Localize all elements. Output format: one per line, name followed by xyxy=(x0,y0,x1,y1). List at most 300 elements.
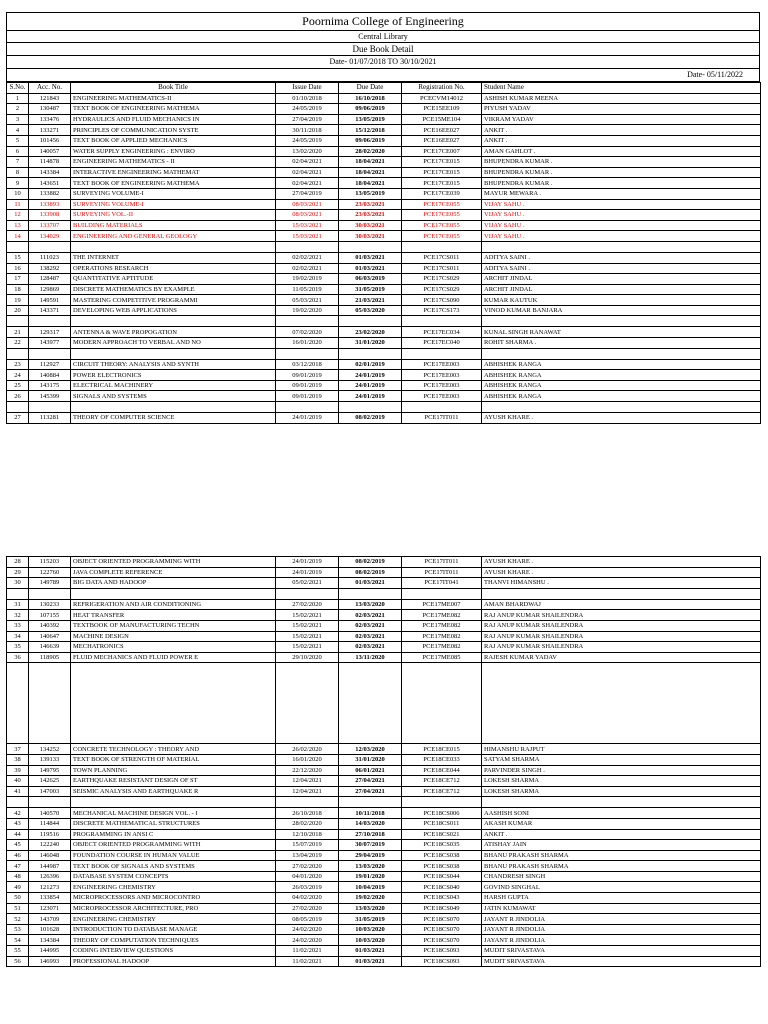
cell-acc-no: 129317 xyxy=(29,327,71,338)
table-row xyxy=(7,588,761,599)
cell-student-name: CHANDRESH SINGH xyxy=(482,871,761,882)
cell-due-date: 06/01/2021 xyxy=(339,765,402,776)
table-row xyxy=(7,359,761,370)
cell-book-title: SIGNALS AND SYSTEMS xyxy=(71,391,276,402)
cell-issue-date: 24/05/2019 xyxy=(276,135,339,146)
cell-student-name: ADITYA SAINI . xyxy=(482,252,761,263)
cell-registration-no: PCE18CE712 xyxy=(402,776,482,787)
cell-acc-no: 143371 xyxy=(29,305,71,316)
cell-sno: 37 xyxy=(7,744,29,755)
cell-sno: 14 xyxy=(7,231,29,242)
cell-sno: 11 xyxy=(7,199,29,210)
cell-book-title: MECHANICAL MACHINE DESIGN VOL. - I xyxy=(71,808,276,819)
cell-issue-date: 15/03/2021 xyxy=(276,231,339,242)
cell-acc-no: 129869 xyxy=(29,284,71,295)
cell-acc-no: 133893 xyxy=(29,199,71,210)
cell-sno xyxy=(7,663,29,744)
cell-sno: 41 xyxy=(7,786,29,797)
cell-due-date: 09/06/2019 xyxy=(339,135,402,146)
table-row xyxy=(7,210,761,221)
cell-registration-no: PCE17EC034 xyxy=(402,327,482,338)
cell-acc-no: 143709 xyxy=(29,914,71,925)
table-row xyxy=(7,850,761,861)
cell-student-name: ASHISH KUMAR MEENA xyxy=(482,93,761,104)
cell-student-name: JAYANT R JINDOLIA xyxy=(482,924,761,935)
cell-issue-date: 01/10/2018 xyxy=(276,93,339,104)
table-row xyxy=(7,327,761,338)
cell-issue-date: 30/11/2018 xyxy=(276,125,339,136)
table-row xyxy=(7,402,761,413)
cell-acc-no: 113281 xyxy=(29,413,71,424)
cell-issue-date: 04/02/2020 xyxy=(276,893,339,904)
cell-acc-no: 122760 xyxy=(29,567,71,578)
cell-student-name: ATISHAY JAIN xyxy=(482,840,761,851)
cell-registration-no: PCE17EE003 xyxy=(402,391,482,402)
cell-due-date: 13/05/2019 xyxy=(339,188,402,199)
cell-acc-no xyxy=(29,348,71,359)
cell-sno: 30 xyxy=(7,578,29,589)
cell-sno: 43 xyxy=(7,818,29,829)
cell-book-title: SURVEYING VOLUME-I xyxy=(71,188,276,199)
cell-sno: 49 xyxy=(7,882,29,893)
cell-book-title: FOUNDATION COURSE IN HUMAN VALUE xyxy=(71,850,276,861)
cell-acc-no: 121273 xyxy=(29,882,71,893)
cell-book-title: PROGRAMMING IN ANSI C xyxy=(71,829,276,840)
cell-sno: 21 xyxy=(7,327,29,338)
cell-sno: 47 xyxy=(7,861,29,872)
cell-acc-no: 144995 xyxy=(29,946,71,957)
cell-due-date: 08/02/2019 xyxy=(339,567,402,578)
cell-issue-date: 15/03/2021 xyxy=(276,220,339,231)
cell-acc-no: 145399 xyxy=(29,391,71,402)
cell-sno: 53 xyxy=(7,924,29,935)
cell-sno xyxy=(7,348,29,359)
table-row xyxy=(7,765,761,776)
cell-due-date: 30/03/2021 xyxy=(339,231,402,242)
cell-registration-no: PCE18CS038 xyxy=(402,850,482,861)
cell-student-name: AMAN GAHLOT . xyxy=(482,146,761,157)
cell-book-title: FLUID MECHANICS AND FLUID POWER E xyxy=(71,652,276,663)
cell-issue-date: 27/02/2020 xyxy=(276,599,339,610)
cell-sno: 16 xyxy=(7,263,29,274)
cell-registration-no xyxy=(402,588,482,599)
cell-student-name: AMAN BHARDWAJ xyxy=(482,599,761,610)
cell-issue-date: 15/02/2021 xyxy=(276,610,339,621)
cell-registration-no: PCE18CS038 xyxy=(402,861,482,872)
cell-due-date: 29/04/2019 xyxy=(339,850,402,861)
cell-sno xyxy=(7,402,29,413)
cell-acc-no: 134384 xyxy=(29,935,71,946)
cell-student-name: RAJ ANUP KUMAR SHAILENDRA xyxy=(482,631,761,642)
cell-registration-no xyxy=(402,241,482,252)
report-sheet-page2 xyxy=(6,556,760,967)
cell-book-title: PROFESSIONAL HADOOP xyxy=(71,956,276,967)
cell-issue-date: 15/02/2021 xyxy=(276,642,339,653)
cell-acc-no: 101456 xyxy=(29,135,71,146)
cell-student-name: BHANU PRAKASH SHARMA xyxy=(482,861,761,872)
table-row xyxy=(7,380,761,391)
cell-sno xyxy=(7,241,29,252)
cell-sno: 40 xyxy=(7,776,29,787)
cell-issue-date: 03/12/2018 xyxy=(276,359,339,370)
table-row xyxy=(7,146,761,157)
cell-acc-no: 123071 xyxy=(29,903,71,914)
cell-issue-date: 19/02/2019 xyxy=(276,274,339,285)
cell-due-date: 30/03/2021 xyxy=(339,220,402,231)
cell-registration-no xyxy=(402,316,482,327)
col-book-title: Book Title xyxy=(71,83,276,94)
cell-acc-no: 142625 xyxy=(29,776,71,787)
cell-acc-no: 130233 xyxy=(29,599,71,610)
cell-issue-date: 24/01/2019 xyxy=(276,567,339,578)
cell-sno: 33 xyxy=(7,620,29,631)
cell-sno: 24 xyxy=(7,370,29,381)
cell-book-title xyxy=(71,316,276,327)
cell-issue-date: 09/01/2019 xyxy=(276,391,339,402)
table-row xyxy=(7,241,761,252)
table-row xyxy=(7,104,761,115)
table-row xyxy=(7,567,761,578)
cell-book-title: TOWN PLANNING xyxy=(71,765,276,776)
cell-registration-no: PCE17CE007 xyxy=(402,146,482,157)
cell-book-title xyxy=(71,797,276,808)
cell-acc-no: 149591 xyxy=(29,295,71,306)
table-row xyxy=(7,157,761,168)
cell-registration-no: PCE17EC040 xyxy=(402,338,482,349)
cell-registration-no: PCE17CE055 xyxy=(402,220,482,231)
cell-student-name: ABHISHEK RANGA xyxy=(482,391,761,402)
cell-issue-date: 11/02/2021 xyxy=(276,956,339,967)
cell-student-name: LOKESH SHARMA xyxy=(482,786,761,797)
cell-due-date: 23/03/2021 xyxy=(339,199,402,210)
table-row xyxy=(7,557,761,568)
cell-issue-date: 16/01/2020 xyxy=(276,754,339,765)
cell-due-date: 18/04/2021 xyxy=(339,157,402,168)
table-row xyxy=(7,871,761,882)
table-row xyxy=(7,776,761,787)
cell-student-name: JAYANT R JINDOLIA xyxy=(482,914,761,925)
cell-book-title xyxy=(71,588,276,599)
cell-issue-date: 28/02/2020 xyxy=(276,818,339,829)
cell-registration-no: PCE18CS006 xyxy=(402,808,482,819)
cell-due-date xyxy=(339,588,402,599)
table-row xyxy=(7,391,761,402)
cell-issue-date xyxy=(276,316,339,327)
cell-registration-no: PCE17ME085 xyxy=(402,652,482,663)
cell-due-date: 12/03/2020 xyxy=(339,744,402,755)
cell-acc-no: 143651 xyxy=(29,178,71,189)
cell-registration-no: PCE17CS011 xyxy=(402,252,482,263)
cell-sno: 17 xyxy=(7,274,29,285)
cell-due-date: 28/02/2020 xyxy=(339,146,402,157)
cell-acc-no: 133882 xyxy=(29,188,71,199)
cell-student-name: LOKESH SHARMA xyxy=(482,776,761,787)
table-row xyxy=(7,167,761,178)
cell-acc-no: 115203 xyxy=(29,557,71,568)
cell-book-title: QUANTITATIVE APTITUDE xyxy=(71,274,276,285)
cell-sno: 9 xyxy=(7,178,29,189)
table-row xyxy=(7,663,761,744)
table-row xyxy=(7,924,761,935)
cell-sno: 39 xyxy=(7,765,29,776)
cell-acc-no: 107155 xyxy=(29,610,71,621)
cell-issue-date: 02/02/2021 xyxy=(276,252,339,263)
cell-registration-no: PCE18CS035 xyxy=(402,840,482,851)
cell-issue-date: 08/03/2021 xyxy=(276,199,339,210)
table-row xyxy=(7,305,761,316)
cell-due-date: 02/01/2019 xyxy=(339,359,402,370)
table-row xyxy=(7,370,761,381)
cell-issue-date: 13/02/2020 xyxy=(276,146,339,157)
cell-acc-no xyxy=(29,316,71,327)
cell-student-name: VIJAY SAHU . xyxy=(482,199,761,210)
cell-due-date: 15/12/2018 xyxy=(339,125,402,136)
cell-acc-no: 146639 xyxy=(29,642,71,653)
cell-acc-no: 143977 xyxy=(29,338,71,349)
cell-registration-no: PCE17IT011 xyxy=(402,557,482,568)
cell-issue-date: 02/04/2021 xyxy=(276,157,339,168)
cell-sno: 36 xyxy=(7,652,29,663)
cell-issue-date: 27/02/2020 xyxy=(276,861,339,872)
cell-sno: 10 xyxy=(7,188,29,199)
cell-book-title: HYDRAULICS AND FLUID MECHANICS IN xyxy=(71,114,276,125)
cell-registration-no: PCE18CS093 xyxy=(402,946,482,957)
cell-book-title: INTRODUCTION TO DATABASE MANAGE xyxy=(71,924,276,935)
cell-issue-date: 15/02/2021 xyxy=(276,631,339,642)
cell-issue-date: 02/04/2021 xyxy=(276,167,339,178)
cell-book-title xyxy=(71,348,276,359)
cell-sno: 56 xyxy=(7,956,29,967)
cell-acc-no: 126396 xyxy=(29,871,71,882)
cell-issue-date: 13/04/2019 xyxy=(276,850,339,861)
table-row xyxy=(7,274,761,285)
cell-registration-no: PCE18CS040 xyxy=(402,882,482,893)
cell-due-date: 19/01/2020 xyxy=(339,871,402,882)
cell-issue-date: 27/02/2020 xyxy=(276,903,339,914)
cell-issue-date: 05/03/2021 xyxy=(276,295,339,306)
cell-registration-no: PCE17ME082 xyxy=(402,631,482,642)
cell-acc-no xyxy=(29,588,71,599)
cell-registration-no xyxy=(402,402,482,413)
cell-registration-no: PCE17CE039 xyxy=(402,188,482,199)
cell-registration-no: PCE17CS090 xyxy=(402,295,482,306)
cell-book-title: OBJECT ORIENTED PROGRAMMING WITH xyxy=(71,557,276,568)
table-row xyxy=(7,231,761,242)
cell-due-date: 09/06/2019 xyxy=(339,104,402,115)
cell-student-name: MAYUR MEWARA . xyxy=(482,188,761,199)
cell-book-title xyxy=(71,663,276,744)
cell-sno: 26 xyxy=(7,391,29,402)
cell-registration-no xyxy=(402,797,482,808)
cell-issue-date: 26/10/2018 xyxy=(276,808,339,819)
table-row xyxy=(7,220,761,231)
cell-issue-date: 12/10/2018 xyxy=(276,829,339,840)
cell-book-title: ELECTRICAL MACHINERY xyxy=(71,380,276,391)
cell-due-date xyxy=(339,241,402,252)
cell-acc-no: 133707 xyxy=(29,220,71,231)
cell-issue-date: 12/04/2021 xyxy=(276,776,339,787)
cell-registration-no: PCE17CS029 xyxy=(402,284,482,295)
cell-student-name: VINOD KUMAR BANJARA xyxy=(482,305,761,316)
cell-registration-no: PCE18CS021 xyxy=(402,829,482,840)
cell-sno xyxy=(7,588,29,599)
table-row xyxy=(7,861,761,872)
cell-registration-no: PCE18CS049 xyxy=(402,903,482,914)
cell-due-date: 14/03/2020 xyxy=(339,818,402,829)
cell-acc-no: 140057 xyxy=(29,146,71,157)
table-row xyxy=(7,631,761,642)
cell-student-name: RAJESH KUMAR YADAV xyxy=(482,652,761,663)
cell-acc-no: 149795 xyxy=(29,765,71,776)
cell-sno: 12 xyxy=(7,210,29,221)
cell-registration-no: PCE17CS173 xyxy=(402,305,482,316)
cell-issue-date: 24/02/2020 xyxy=(276,924,339,935)
cell-sno: 48 xyxy=(7,871,29,882)
cell-student-name: AYUSH KHARE . xyxy=(482,567,761,578)
cell-acc-no: 143384 xyxy=(29,167,71,178)
cell-acc-no: 144987 xyxy=(29,861,71,872)
cell-due-date: 23/03/2021 xyxy=(339,210,402,221)
cell-student-name: MUDIT SRIVASTAVA xyxy=(482,956,761,967)
cell-sno: 3 xyxy=(7,114,29,125)
cell-student-name: AYUSH KHARE . xyxy=(482,557,761,568)
cell-registration-no: PCECVM14012 xyxy=(402,93,482,104)
cell-book-title: ENGINEERING AND GENERAL GEOLOGY xyxy=(71,231,276,242)
cell-due-date: 01/03/2021 xyxy=(339,578,402,589)
cell-sno: 5 xyxy=(7,135,29,146)
cell-book-title: ENGINEERING MATHEMATICS - II xyxy=(71,157,276,168)
cell-acc-no: 140392 xyxy=(29,620,71,631)
cell-registration-no: PCE17EE003 xyxy=(402,370,482,381)
cell-student-name: BHUPENDRA KUMAR . xyxy=(482,178,761,189)
table-row xyxy=(7,135,761,146)
cell-due-date: 18/04/2021 xyxy=(339,178,402,189)
cell-student-name xyxy=(482,588,761,599)
cell-acc-no: 130487 xyxy=(29,104,71,115)
cell-registration-no: PCE18CE712 xyxy=(402,786,482,797)
cell-registration-no xyxy=(402,663,482,744)
cell-due-date xyxy=(339,316,402,327)
cell-student-name xyxy=(482,663,761,744)
cell-due-date: 19/02/2020 xyxy=(339,893,402,904)
cell-due-date: 08/02/2019 xyxy=(339,557,402,568)
cell-acc-no: 140884 xyxy=(29,370,71,381)
cell-acc-no: 140570 xyxy=(29,808,71,819)
cell-book-title: TEXTBOOK OF MANUFACTURING TECHN xyxy=(71,620,276,631)
cell-due-date: 13/03/2020 xyxy=(339,903,402,914)
table-row xyxy=(7,114,761,125)
cell-acc-no: 146048 xyxy=(29,850,71,861)
cell-due-date: 05/03/2020 xyxy=(339,305,402,316)
cell-acc-no xyxy=(29,241,71,252)
cell-registration-no: PCE17CE055 xyxy=(402,231,482,242)
cell-sno xyxy=(7,797,29,808)
cell-registration-no: PCE18CE044 xyxy=(402,765,482,776)
date-range: Date- 01/07/2018 TO 30/10/2021 xyxy=(7,56,759,69)
cell-student-name: ADITYA SAINI . xyxy=(482,263,761,274)
report-date: Date- 05/11/2022 xyxy=(7,69,759,82)
cell-registration-no: PCE18CS070 xyxy=(402,935,482,946)
cell-book-title: MODERN APPROACH TO VERBAL AND NO xyxy=(71,338,276,349)
cell-due-date: 02/03/2021 xyxy=(339,642,402,653)
cell-due-date: 31/01/2020 xyxy=(339,338,402,349)
cell-student-name: VIJAY SAHU . xyxy=(482,231,761,242)
cell-acc-no: 112927 xyxy=(29,359,71,370)
cell-issue-date xyxy=(276,663,339,744)
cell-sno: 38 xyxy=(7,754,29,765)
cell-book-title: MICROPROCESSORS AND MICROCONTRO xyxy=(71,893,276,904)
cell-student-name xyxy=(482,402,761,413)
cell-registration-no: PCE17CS029 xyxy=(402,274,482,285)
cell-issue-date: 22/12/2020 xyxy=(276,765,339,776)
cell-student-name: PIYUSH YADAV xyxy=(482,104,761,115)
cell-student-name: JATIN KUMAWAT xyxy=(482,903,761,914)
cell-book-title: MASTERING COMPETITIVE PROGRAMMI xyxy=(71,295,276,306)
cell-due-date xyxy=(339,348,402,359)
cell-issue-date: 24/05/2019 xyxy=(276,104,339,115)
cell-acc-no: 139133 xyxy=(29,754,71,765)
cell-sno: 34 xyxy=(7,631,29,642)
cell-sno: 8 xyxy=(7,167,29,178)
due-book-table-part2 xyxy=(6,556,761,967)
cell-registration-no: PCE17ME082 xyxy=(402,610,482,621)
cell-issue-date: 04/01/2020 xyxy=(276,871,339,882)
cell-due-date: 31/01/2020 xyxy=(339,754,402,765)
cell-book-title: THEORY OF COMPUTATION TECHNIQUES xyxy=(71,935,276,946)
cell-student-name: ARCHIT JINDAL xyxy=(482,284,761,295)
table-row xyxy=(7,808,761,819)
cell-student-name: ARCHIT JINDAL xyxy=(482,274,761,285)
cell-due-date: 10/04/2019 xyxy=(339,882,402,893)
cell-issue-date: 07/02/2020 xyxy=(276,327,339,338)
table-row xyxy=(7,610,761,621)
cell-registration-no: PCE17CE015 xyxy=(402,167,482,178)
cell-registration-no: PCE18CS070 xyxy=(402,924,482,935)
cell-acc-no xyxy=(29,402,71,413)
cell-issue-date: 08/03/2021 xyxy=(276,210,339,221)
table-row xyxy=(7,903,761,914)
table-row xyxy=(7,620,761,631)
cell-registration-no: PCE18CE015 xyxy=(402,744,482,755)
cell-acc-no: 134252 xyxy=(29,744,71,755)
cell-book-title: CIRCUIT THEORY: ANALYSIS AND SYNTH xyxy=(71,359,276,370)
cell-student-name: KUMAR KAUTUK xyxy=(482,295,761,306)
cell-student-name xyxy=(482,316,761,327)
table-row xyxy=(7,818,761,829)
cell-issue-date: 08/05/2019 xyxy=(276,914,339,925)
cell-book-title: DISCRETE MATHEMATICS BY EXAMPLE xyxy=(71,284,276,295)
cell-issue-date: 29/10/2020 xyxy=(276,652,339,663)
cell-acc-no: 121843 xyxy=(29,93,71,104)
table-row xyxy=(7,338,761,349)
college-name: Poornima College of Engineering xyxy=(7,13,759,31)
cell-registration-no: PCE17CE015 xyxy=(402,157,482,168)
cell-due-date: 13/03/2020 xyxy=(339,599,402,610)
cell-book-title: TEXT BOOK OF ENGINEERING MATHEMA xyxy=(71,104,276,115)
cell-registration-no: PCE17IT041 xyxy=(402,578,482,589)
cell-book-title: PRINCIPLES OF COMMUNICATION SYSTE xyxy=(71,125,276,136)
report-sheet xyxy=(6,12,760,424)
cell-student-name: GOVIND SINGHAL xyxy=(482,882,761,893)
cell-acc-no: 133476 xyxy=(29,114,71,125)
table-row xyxy=(7,295,761,306)
cell-sno: 46 xyxy=(7,850,29,861)
table-row xyxy=(7,284,761,295)
cell-issue-date: 27/04/2019 xyxy=(276,114,339,125)
cell-book-title: OBJECT ORIENTED PROGRAMMING WITH xyxy=(71,840,276,851)
library-name: Central Library xyxy=(7,31,759,43)
cell-acc-no: 133271 xyxy=(29,125,71,136)
